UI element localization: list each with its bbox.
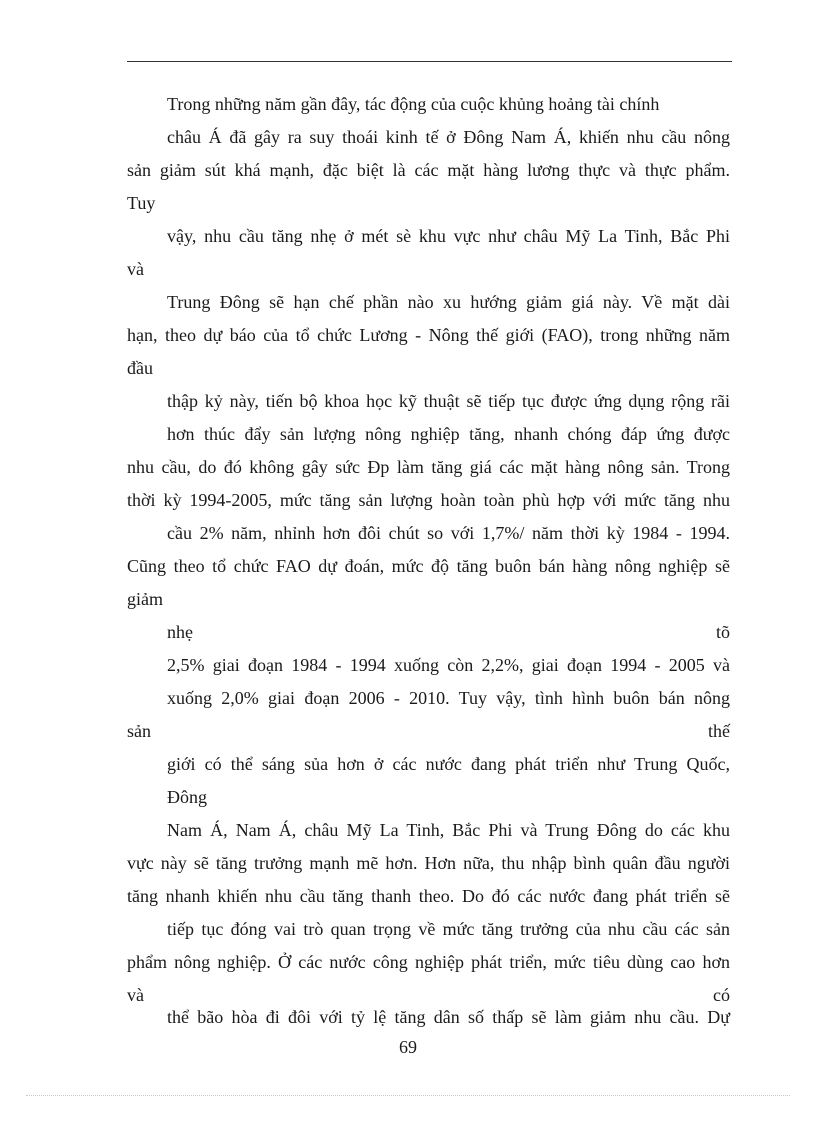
text-word: và	[127, 985, 144, 1005]
text-line: tăng nhanh khiến nhu cầu tăng thanh theo. Do đó các nước đang phát triển sẽ	[127, 886, 730, 906]
text-line: hơn thúc đẩy sản lượng nông nghiệp tăng, nhanh chóng đáp ứng được	[167, 424, 730, 444]
text-word: tõ	[715, 622, 730, 642]
text-line: cầu 2% năm, nhỉnh hơn đôi chút so với 1,7%/ năm thời kỳ 1984 - 1994.	[167, 523, 730, 543]
text-line: Trung Đông sẽ hạn chế phần nào xu hướng giảm giá này. Về mặt dài	[167, 292, 730, 312]
text-line	[167, 620, 730, 644]
text-word: nhẹ	[167, 622, 193, 642]
text-line	[127, 719, 730, 743]
text-line: giảm	[127, 589, 163, 609]
text-line: 2,5% giai đoạn 1984 - 1994 xuống còn 2,2%, giai đoạn 1994 - 2005 và	[167, 655, 730, 675]
text-line: thời kỳ 1994-2005, mức tăng sản lượng hoàn toàn phù hợp với mức tăng nhu	[127, 490, 730, 510]
text-line	[127, 983, 730, 1007]
text-word: sản	[127, 721, 151, 741]
text-line: đầu	[127, 358, 153, 378]
text-line: vậy, nhu cầu tăng nhẹ ở mét sè khu vực như châu Mỹ La Tinh, Bắc Phi	[167, 226, 730, 246]
text-line: sản giảm sút khá mạnh, đặc biệt là các mặt hàng lương thực và thực phẩm.	[127, 160, 730, 180]
text-line: Tuy	[127, 193, 156, 213]
text-line: thể bão hòa đi đôi với tỷ lệ tăng dân số thấp sẽ làm giảm nhu cầu. Dự	[167, 1007, 730, 1027]
text-line: châu Á đã gây ra suy thoái kinh tế ở Đông Nam Á, khiến nhu cầu nông	[167, 127, 730, 147]
header-rule	[127, 61, 732, 62]
text-line: thập kỷ này, tiến bộ khoa học kỹ thuật sẽ tiếp tục được ứng dụng rộng rãi	[167, 391, 730, 411]
text-line: xuống 2,0% giai đoạn 2006 - 2010. Tuy vậy, tình hình buôn bán nông	[167, 688, 730, 708]
text-line: phẩm nông nghiệp. Ở các nước công nghiệp phát triển, mức tiêu dùng cao hơn	[127, 952, 730, 972]
page-number: 69	[399, 1037, 417, 1057]
text-line: và	[127, 259, 144, 279]
text-line: Cũng theo tổ chức FAO dự đoán, mức độ tăng buôn bán hàng nông nghiệp sẽ	[127, 556, 730, 576]
text-line: tiếp tục đóng vai trò quan trọng về mức tăng trưởng của nhu cầu các sản	[167, 919, 730, 939]
text-word: thế	[708, 721, 730, 741]
text-line: Đông	[167, 787, 207, 807]
text-line: vực này sẽ tăng trưởng mạnh mẽ hơn. Hơn nữa, thu nhập bình quân đầu người	[127, 853, 730, 873]
text-line: nhu cầu, do đó không gây sức Ðp làm tăng giá các mặt hàng nông sản. Trong	[127, 457, 730, 477]
text-line: Trong những năm gần đây, tác động của cuộc khủng hoảng tài chính	[167, 94, 660, 114]
text-word: có	[713, 985, 730, 1005]
text-line: hạn, theo dự báo của tổ chức Lương - Nông thế giới (FAO), trong những năm	[127, 325, 730, 345]
text-line: Nam Á, Nam Á, châu Mỹ La Tinh, Bắc Phi và Trung Đông do các khu	[167, 820, 730, 840]
text-line: giới có thể sáng sủa hơn ở các nước đang phát triển như Trung Quốc,	[167, 754, 730, 774]
page-bottom-border	[26, 1095, 790, 1096]
